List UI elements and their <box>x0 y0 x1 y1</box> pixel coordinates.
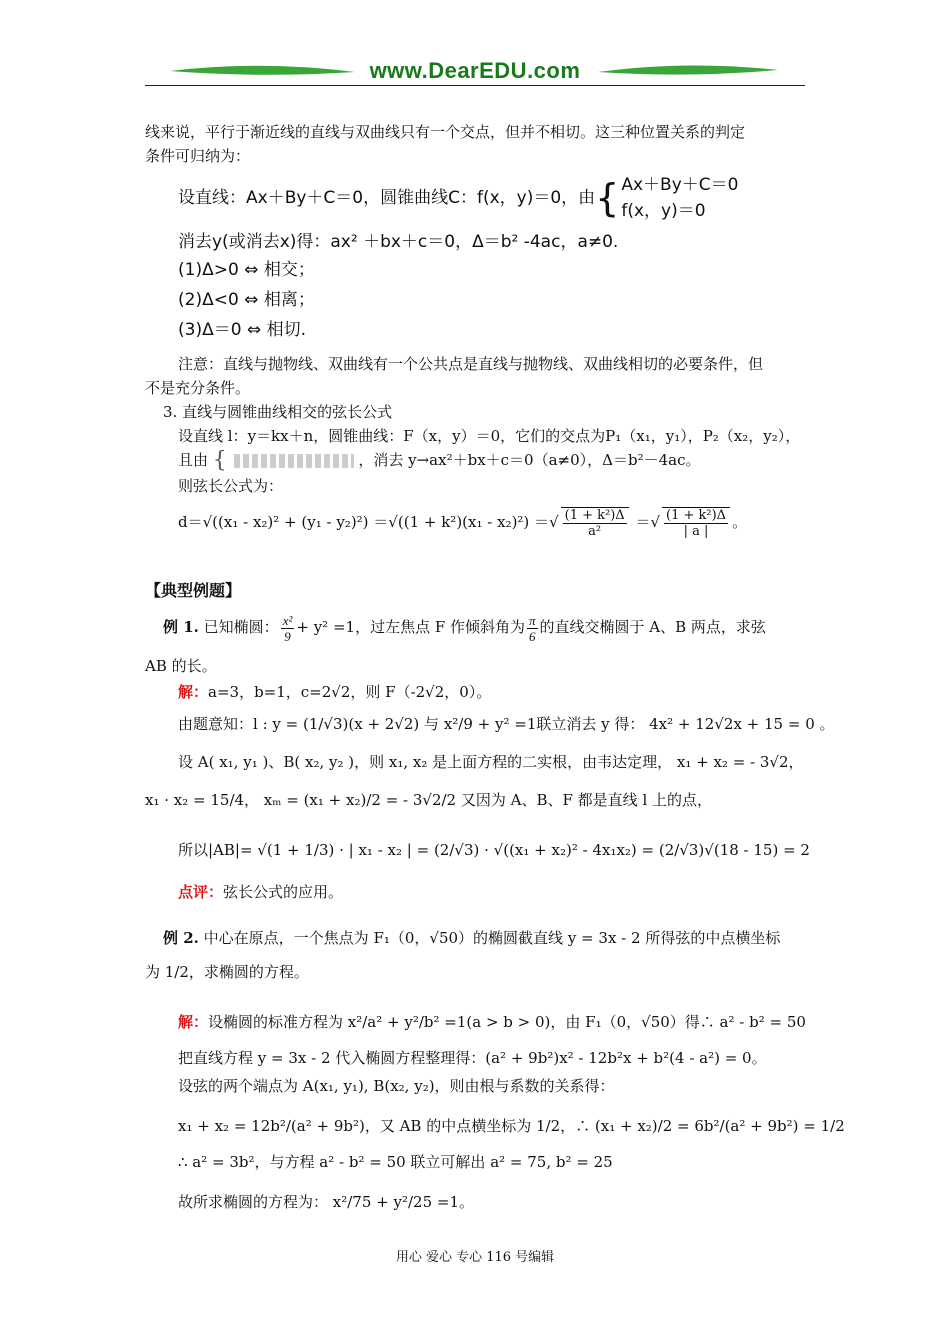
ellipse-fraction <box>281 613 295 644</box>
condition-setup <box>178 172 738 224</box>
eliminate-text: 消去y(或消去x)得：ax² ＋bx＋c＝0，Δ＝b² -4ac，a≠0. <box>178 232 619 252</box>
solution-label: 解： <box>178 683 209 701</box>
angle-fraction <box>527 613 538 644</box>
chord-formula-main: d＝√((x₁ - x₂)² + (y₁ - y₂)²) ＝√((1 + k²)(x₁ - x₂)²) ＝ <box>178 513 550 531</box>
system-brace: { <box>595 176 620 220</box>
solution-label-2: 解： <box>178 1013 209 1031</box>
example-1-text-a: 已知椭圆： <box>203 618 279 636</box>
example-1-solution-2: 由题意知：l : y = (1/√3)(x + 2√2) 与 x²/9 + y² =1联立消去 y 得： 4x² + 12√2x + 15 = 0 。 <box>178 715 835 733</box>
review-text: 弦长公式的应用。 <box>223 883 344 901</box>
example-1-text-b: + y² =1，过左焦点 F 作倾斜角为 <box>296 618 526 636</box>
example-2-solution-2: 把直线方程 y = 3x - 2 代入椭圆方程整理得：(a² + 9b²)x² - 12b²x + b²(4 - a²) = 0。 <box>178 1049 767 1067</box>
condition-tangent: (3)Δ＝0 ⇔ 相切. <box>178 320 306 340</box>
chord-fraction-1-den: a² <box>588 524 602 539</box>
chord-fraction-1-num: (1 + k²)Δ <box>564 508 625 523</box>
example-1-line-1 <box>163 612 766 644</box>
chord-line-3: 则弦长公式为： <box>178 477 284 495</box>
example-2-line-2: 为 1/2，求椭圆的方程。 <box>145 963 309 981</box>
example-2-text: 中心在原点，一个焦点为 F₁（0，√50）的椭圆截直线 y = 3x - 2 所得弦的中点横坐标 <box>203 929 781 947</box>
chord-line-2-suffix: ，消去 y→ax²＋bx＋c＝0（a≠0），Δ＝b²－4ac。 <box>358 451 701 469</box>
set-line-text: 设直线：Ax＋By＋C＝0，圆锥曲线C：f(x，y)＝0，由 <box>178 188 596 208</box>
page-header <box>0 56 950 96</box>
chord-line-1: 设直线 l：y＝kx＋n，圆锥曲线：F（x，y）＝0，它们的交点为P₁（x₁，y₁），P₂（x₂，y₂）， <box>178 427 801 445</box>
example-2-line-1 <box>163 926 780 950</box>
intro-line-2: 条件可归纳为： <box>145 147 251 165</box>
chord-formula: d＝√((x₁ - x₂)² + (y₁ - y₂)²) ＝√((1 + k²)(x₁ - x₂)²) ＝√ $\frac{\text{(1 + k²)Δ}}{\text{a²}}$ ＝√ $\frac{\text{(1 + k²)Δ}}{| a |}$ 。 <box>178 508 748 539</box>
page-footer: 用心 爱心 专心 116 号编辑 <box>395 1250 555 1265</box>
review-label: 点评： <box>178 883 224 901</box>
chord-fraction-2-num: (1 + k²)Δ <box>666 508 727 523</box>
condition-separate: (2)Δ<0 ⇔ 相离； <box>178 290 315 310</box>
section-heading: 【典型例题】 <box>145 581 242 600</box>
smudged-system-image <box>234 454 354 468</box>
ellipse-num: x² <box>282 612 293 628</box>
angle-den: 6 <box>529 628 536 644</box>
example-2-solution-6: 故所求椭圆的方程为： x²/75 + y²/25 =1。 <box>178 1193 474 1211</box>
header-rule <box>145 85 805 86</box>
condition-intersect: (1)Δ>0 ⇔ 相交； <box>178 260 315 280</box>
example-1-solution-3: 设 A( x₁, y₁ )、B( x₂, y₂ )，则 x₁, x₂ 是上面方程的二实根，由韦达定理， x₁ + x₂ = - 3√2， <box>178 753 804 771</box>
chord-line-2 <box>178 448 700 472</box>
smudged-system-brace: { <box>212 448 227 473</box>
ellipse-den: 9 <box>284 628 291 644</box>
system-eq-1: Ax＋By＋C＝0 <box>621 175 739 195</box>
chord-formula-end: 。 <box>732 513 748 531</box>
angle-num: π <box>529 612 536 628</box>
example-1-text-c: 的直线交椭圆于 A、B 两点，求弦 <box>539 618 766 636</box>
example-1-review <box>178 880 343 904</box>
chord-fraction-1 <box>561 507 629 539</box>
chord-fraction-2-den: | a | <box>683 524 709 539</box>
chord-line-2-prefix: 且由 <box>178 451 209 469</box>
chord-fraction-2 <box>662 507 730 539</box>
intro-line-1: 线来说，平行于渐近线的直线与双曲线只有一个交点，但并不相切。这三种位置关系的判定 <box>145 123 746 141</box>
note-line-2: 不是充分条件。 <box>145 379 251 397</box>
note-line-1: 注意：直线与抛物线、双曲线有一个公共点是直线与抛物线、双曲线相切的必要条件，但 <box>178 355 764 373</box>
example-1-solution-5: 所以|AB|= √(1 + 1/3) · | x₁ - x₂ | = (2/√3) · √((x₁ + x₂)² - 4x₁x₂) = (2/√3)√(18 - 15) = 2 <box>178 841 810 859</box>
example-2-solution-5: ∴ a² = 3b²，与方程 a² - b² = 50 联立可解出 a² = 75, b² = 25 <box>178 1153 613 1171</box>
site-logo: www.DearEDU.com <box>369 58 581 83</box>
example-1-line-2: AB 的长。 <box>145 657 217 675</box>
chord-title: 3. 直线与圆锥曲线相交的弦长公式 <box>163 403 393 421</box>
equation-system <box>621 172 738 224</box>
example-2-label: 例 2. <box>163 929 199 947</box>
solution-2-1-text: 设椭圆的标准方程为 x²/a² + y²/b² =1(a > b > 0)，由 F₁（0，√50）得∴ a² - b² = 50 <box>208 1013 806 1031</box>
example-1-solution-4: x₁ · x₂ = 15/4， xₘ = (x₁ + x₂)/2 = - 3√2/2 又因为 A、B、F 都是直线 l 上的点， <box>145 791 713 809</box>
solution-1-text: a=3，b=1，c=2√2，则 F（-2√2，0）。 <box>208 683 492 701</box>
example-2-solution-3: 设弦的两个端点为 A(x₁, y₁), B(x₂, y₂)，则由根与系数的关系得： <box>178 1077 615 1095</box>
example-2-solution-4: x₁ + x₂ = 12b²/(a² + 9b²)，又 AB 的中点横坐标为 1/2，∴ (x₁ + x₂)/2 = 6b²/(a² + 9b²) = 1/2 <box>178 1117 845 1135</box>
example-1-solution-1 <box>178 680 491 704</box>
example-1-label: 例 1. <box>163 618 199 636</box>
example-2-solution-1 <box>178 1010 806 1034</box>
system-eq-2: f(x，y)＝0 <box>621 201 706 221</box>
